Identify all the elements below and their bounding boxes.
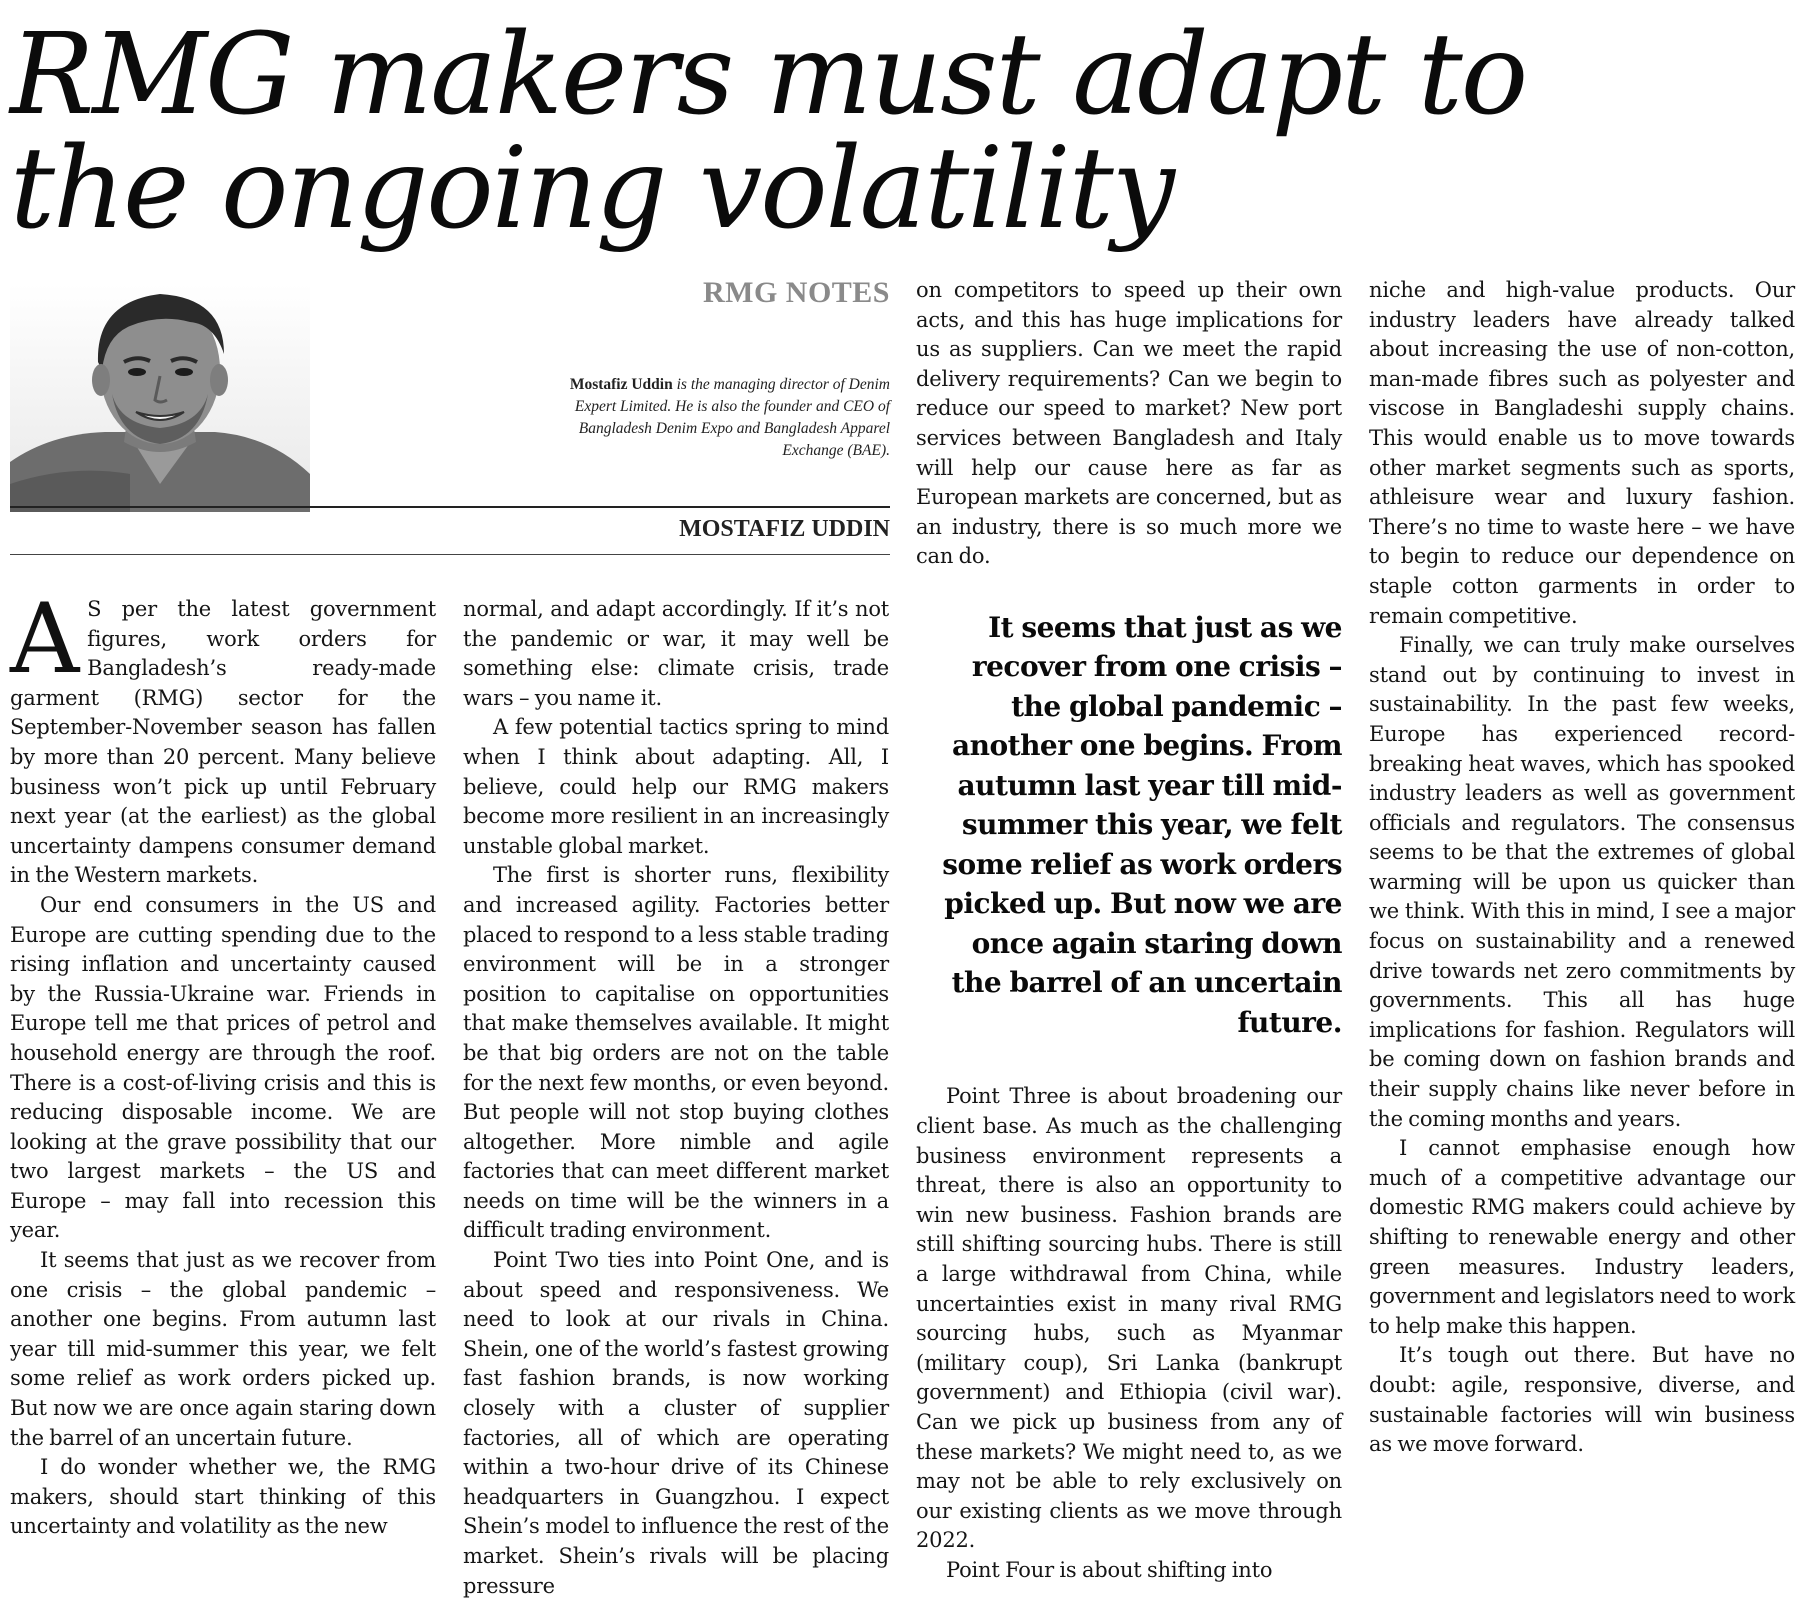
paragraph: Point Four is about shifting into	[946, 1557, 1273, 1582]
paragraph: It’s tough out there. But have no doubt: agile, responsive, diverse, and sustainable factories will win business as we move forward.	[1369, 1343, 1795, 1457]
paragraph	[10, 583, 436, 891]
article-column-3	[916, 276, 1342, 1586]
section-kicker: RMG NOTES	[702, 276, 890, 309]
paragraph: Point Three is about broadening our client base. As much as the challenging business environment represents a threat, there is also an opportunity to win new business. Fashion brands are still shifting sourcing hubs. There is still a large withdrawal from China, while uncertainties exist in many rival RMG sourcing hubs, such as Myanmar (military coup), Sri Lanka (bankrupt government) and Ethiopia (civil war). Can we pick up business from any of these markets? We might need to, as we may not be able to rely exclusively on our existing clients as we move through 2022.	[916, 1084, 1342, 1553]
paragraph-continued: normal, and adapt accordingly. If it’s not the pandemic or war, it may well be something else: climate crisis, trade wars – you name it.	[463, 597, 889, 710]
headline: RMG makers must adapt to the ongoing volatility	[10, 10, 1527, 254]
paragraph: The first is shorter runs, flexibility and increased agility. Factories better placed to respond to a less stable trading environment will be in a stronger position to capitalise on opportunities that make themselves available. It might be that big orders are not on the table for the next few months, or even beyond. But people will not stop buying clothes altogether. More nimble and agile factories that can meet different market needs on time will be the winners in a difficult trading environment.	[463, 863, 889, 1243]
paragraph: A few potential tactics spring to mind when I think about adapting. All, I believe, could help our RMG makers become more resilient in an increasingly unstable global market.	[463, 715, 889, 858]
paragraph: Point Two ties into Point One, and is about speed and responsiveness. We need to look at our rivals in China. Shein, one of the world’s fastest growing fast fashion brands, is now working closely with a cluster of supplier factories, all of which are operating within a two-hour drive of its Chinese headquarters in Guangzhou. I expect Shein’s model to influence the rest of the market. Shein’s rivals will be placing pressure	[463, 1248, 889, 1598]
paragraph: Finally, we can truly make ourselves stand out by continuing to invest in sustainability. In the past few weeks, Europe has experienced record-breaking heat waves, which has spooked industry leaders as well as government officials and regulators. The consensus seems to be that the extremes of global warming will be upon us quicker than we think. With this in mind, I see a major focus on sustainability and a renewed drive towards net zero commitments by governments. This all has huge implications for fashion. Regulators will be coming down on fashion brands and their supply chains like never before in the coming months and years.	[1369, 633, 1795, 1131]
paragraph-continued: on competitors to speed up their own acts, and this has huge implications for us as suppliers. Can we meet the rapid delivery requirements? Can we begin to reduce our speed to market? New port services between Bangladesh and Italy will help our cause here as far as European markets are concerned, but as an industry, there is so much more we can do.	[916, 278, 1342, 569]
author-box	[10, 276, 890, 548]
column-rule	[10, 554, 890, 555]
author-bio-text: is the managing director of Denim Expert Limited. He is also the founder and CEO of Bangladesh Denim Expo and Bangladesh Apparel Exchange (BAE).	[574, 376, 890, 459]
paragraph: I cannot emphasise enough how much of a competitive advantage our domestic RMG makers could achieve by shifting to renewable energy and other green measures. Industry leaders, government and legislators need to work to help make this happen.	[1369, 1136, 1795, 1338]
paragraph-continued: niche and high-value products. Our industry leaders have already talked about increasing the use of non-cotton, man-made fibres such as polyester and viscose in Bangladeshi supply chains. This would enable us to move towards other market segments such as sports, athleisure wear and luxury fashion. There’s no time to waste here – we have to begin to reduce our dependence on staple cotton garments in order to remain competitive.	[1369, 278, 1795, 628]
paragraph-text: S per the latest government figures, work orders for Bangladesh’s ready-made garment (RMG) sector for the September-November season has fallen by more than 20 percent. Many believe business won’t pick up until February next year (at the earliest) as the global uncertainty dampens consumer demand in the Western markets.	[10, 597, 436, 888]
author-bio	[560, 374, 890, 462]
author-signature: MOSTAFIZ UDDIN	[679, 516, 890, 542]
byline-rule	[10, 506, 890, 508]
article-column-2	[463, 595, 889, 1601]
paragraph: I do wonder whether we, the RMG makers, should start thinking of this uncertainty and volatility as the new	[10, 1455, 436, 1539]
article-column-1	[10, 583, 436, 1542]
paragraph: It seems that just as we recover from one crisis – the global pandemic – another one begins. From autumn last year till mid-summer this year, we felt some relief as work orders picked up. But now we are once again staring down the barrel of an uncertain future.	[10, 1248, 436, 1450]
author-photo	[10, 284, 310, 512]
paragraph: Our end consumers in the US and Europe are cutting spending due to the rising inflation and uncertainty caused by the Russia-Ukraine war. Friends in Europe tell me that prices of petrol and household energy are through the roof. There is a cost-of-living crisis and this is reducing disposable income. We are looking at the grave possibility that our two largest markets – the US and Europe – may fall into recession this year.	[10, 892, 436, 1243]
pull-quote: It seems that just as we recover from one crisis – the global pandemic – another one begins. From autumn last year till mid-summer this year, we felt some relief as work orders picked up. But now we are once again staring down the barrel of an uncertain future.	[942, 610, 1342, 1039]
author-name: Mostafiz Uddin	[569, 376, 673, 393]
drop-cap: A	[10, 583, 80, 695]
article-column-4	[1369, 276, 1795, 1460]
